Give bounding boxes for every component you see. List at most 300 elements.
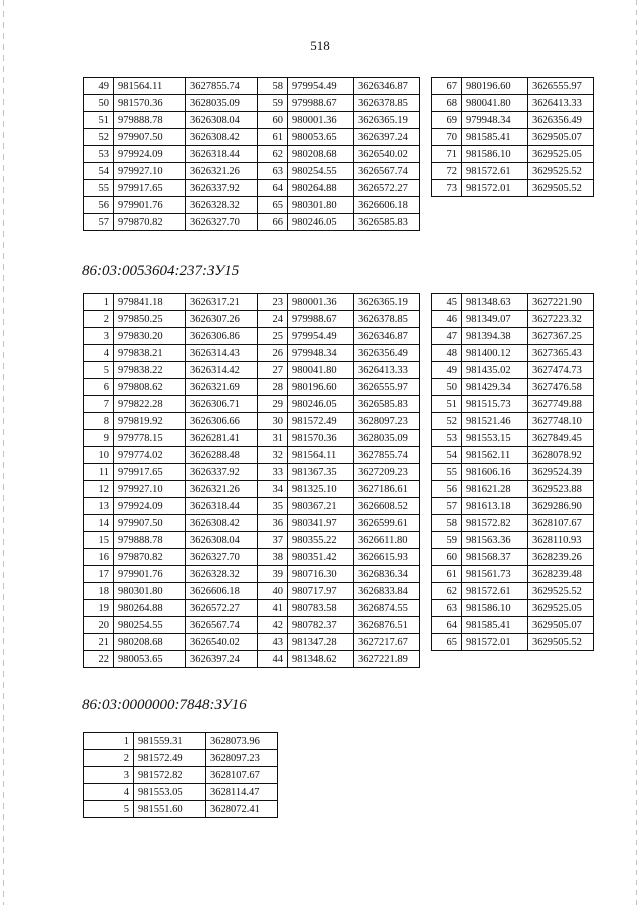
table-row: [258, 515, 420, 532]
y-coordinate-cell: 3626413.33: [528, 95, 594, 112]
table-row: [258, 146, 420, 163]
y-coordinate-cell: 3626308.42: [186, 515, 258, 532]
point-number-cell: 68: [432, 95, 462, 112]
point-number-cell: 19: [84, 600, 114, 617]
coordinate-table: [83, 293, 258, 668]
y-coordinate-cell: 3626599.61: [354, 515, 420, 532]
x-coordinate-cell: 979907.50: [114, 515, 186, 532]
y-coordinate-cell: 3627748.10: [528, 413, 594, 430]
x-coordinate-cell: 981572.82: [134, 767, 206, 784]
table-row: [258, 78, 420, 95]
x-coordinate-cell: 981562.11: [462, 447, 528, 464]
point-number-cell: 44: [258, 651, 288, 668]
table-row: [432, 78, 594, 95]
x-coordinate-cell: 981348.63: [462, 294, 528, 311]
table-row: [84, 311, 258, 328]
table-row: [258, 95, 420, 112]
table-row: [84, 549, 258, 566]
point-number-cell: 64: [258, 180, 288, 197]
y-coordinate-cell: 3626356.49: [354, 345, 420, 362]
y-coordinate-cell: 3627223.32: [528, 311, 594, 328]
y-coordinate-cell: 3626281.41: [186, 430, 258, 447]
x-coordinate-cell: 981515.73: [462, 396, 528, 413]
x-coordinate-cell: 981621.28: [462, 481, 528, 498]
y-coordinate-cell: 3626585.83: [354, 396, 420, 413]
point-number-cell: 66: [258, 214, 288, 231]
y-coordinate-cell: 3626346.87: [354, 78, 420, 95]
y-coordinate-cell: 3628097.23: [354, 413, 420, 430]
y-coordinate-cell: 3626365.19: [354, 294, 420, 311]
y-coordinate-cell: 3628110.93: [528, 532, 594, 549]
y-coordinate-cell: 3626567.74: [354, 163, 420, 180]
coordinate-table: [431, 77, 594, 197]
table-row: [258, 129, 420, 146]
x-coordinate-cell: 979948.34: [462, 112, 528, 129]
point-number-cell: 5: [84, 801, 134, 818]
point-number-cell: 4: [84, 784, 134, 801]
y-coordinate-cell: 3629505.07: [528, 617, 594, 634]
table-row: [84, 430, 258, 447]
y-coordinate-cell: 3628035.09: [186, 95, 258, 112]
x-coordinate-cell: 980053.65: [114, 651, 186, 668]
table-row: [84, 379, 258, 396]
point-number-cell: 71: [432, 146, 462, 163]
y-coordinate-cell: 3626306.66: [186, 413, 258, 430]
y-coordinate-cell: 3626337.92: [186, 464, 258, 481]
x-coordinate-cell: 981606.16: [462, 464, 528, 481]
y-coordinate-cell: 3626346.87: [354, 328, 420, 345]
y-coordinate-cell: 3627855.74: [186, 78, 258, 95]
table-row: [258, 112, 420, 129]
point-number-cell: 65: [432, 634, 462, 651]
y-coordinate-cell: 3626317.21: [186, 294, 258, 311]
point-number-cell: 1: [84, 294, 114, 311]
x-coordinate-cell: 981553.05: [134, 784, 206, 801]
table-row: [84, 328, 258, 345]
y-coordinate-cell: 3627217.67: [354, 634, 420, 651]
y-coordinate-cell: 3629505.52: [528, 180, 594, 197]
table-row: [432, 617, 594, 634]
y-coordinate-cell: 3628078.92: [528, 447, 594, 464]
x-coordinate-cell: 980208.68: [288, 146, 354, 163]
x-coordinate-cell: 979850.25: [114, 311, 186, 328]
y-coordinate-cell: 3626555.97: [354, 379, 420, 396]
y-coordinate-cell: 3626328.32: [186, 197, 258, 214]
y-coordinate-cell: 3626833.84: [354, 583, 420, 600]
table-row: [432, 447, 594, 464]
x-coordinate-cell: 981572.49: [134, 750, 206, 767]
x-coordinate-cell: 981572.01: [462, 634, 528, 651]
y-coordinate-cell: 3626615.93: [354, 549, 420, 566]
page-number: 518: [310, 38, 330, 53]
x-coordinate-cell: 981347.28: [288, 634, 354, 651]
x-coordinate-cell: 980264.88: [288, 180, 354, 197]
x-coordinate-cell: 979988.67: [288, 311, 354, 328]
point-number-cell: 24: [258, 311, 288, 328]
table-row: [258, 294, 420, 311]
point-number-cell: 47: [432, 328, 462, 345]
x-coordinate-cell: 981572.61: [462, 163, 528, 180]
point-number-cell: 21: [84, 634, 114, 651]
point-number-cell: 72: [432, 163, 462, 180]
x-coordinate-cell: 979888.78: [114, 112, 186, 129]
table-row: [258, 163, 420, 180]
x-coordinate-cell: 980264.88: [114, 600, 186, 617]
y-coordinate-cell: 3626611.80: [354, 532, 420, 549]
x-coordinate-cell: 980196.60: [462, 78, 528, 95]
table-row: [84, 583, 258, 600]
table-row: [258, 447, 420, 464]
x-coordinate-cell: 979870.82: [114, 549, 186, 566]
x-coordinate-cell: 981568.37: [462, 549, 528, 566]
point-number-cell: 57: [432, 498, 462, 515]
point-number-cell: 41: [258, 600, 288, 617]
point-number-cell: 59: [258, 95, 288, 112]
table-row: [84, 651, 258, 668]
x-coordinate-cell: 981521.46: [462, 413, 528, 430]
x-coordinate-cell: 981325.10: [288, 481, 354, 498]
point-number-cell: 51: [84, 112, 114, 129]
x-coordinate-cell: 981613.18: [462, 498, 528, 515]
y-coordinate-cell: 3626337.92: [186, 180, 258, 197]
y-coordinate-cell: 3628073.96: [206, 733, 278, 750]
table-row: [84, 180, 258, 197]
table-row: [432, 600, 594, 617]
point-number-cell: 64: [432, 617, 462, 634]
table-row: [84, 617, 258, 634]
table-row: [84, 345, 258, 362]
x-coordinate-cell: 979954.49: [288, 78, 354, 95]
x-coordinate-cell: 981367.35: [288, 464, 354, 481]
table-row: [258, 464, 420, 481]
table-row: [84, 515, 258, 532]
x-coordinate-cell: 980041.80: [288, 362, 354, 379]
y-coordinate-cell: 3626836.34: [354, 566, 420, 583]
x-coordinate-cell: 981429.34: [462, 379, 528, 396]
y-coordinate-cell: 3627365.43: [528, 345, 594, 362]
point-number-cell: 20: [84, 617, 114, 634]
x-coordinate-cell: 980301.80: [288, 197, 354, 214]
x-coordinate-cell: 981348.62: [288, 651, 354, 668]
y-coordinate-cell: 3629286.90: [528, 498, 594, 515]
point-number-cell: 61: [432, 566, 462, 583]
y-coordinate-cell: 3626413.33: [354, 362, 420, 379]
table-row: [432, 566, 594, 583]
x-coordinate-cell: 981435.02: [462, 362, 528, 379]
point-number-cell: 36: [258, 515, 288, 532]
point-number-cell: 18: [84, 583, 114, 600]
table-row: [84, 163, 258, 180]
table-row: [84, 600, 258, 617]
table-row: [84, 566, 258, 583]
y-coordinate-cell: 3626308.42: [186, 129, 258, 146]
y-coordinate-cell: 3626308.04: [186, 112, 258, 129]
table-row: [84, 95, 258, 112]
point-number-cell: 33: [258, 464, 288, 481]
table-row: [258, 413, 420, 430]
table-row: [432, 498, 594, 515]
point-number-cell: 62: [258, 146, 288, 163]
y-coordinate-cell: 3628035.09: [354, 430, 420, 447]
table-row: [84, 447, 258, 464]
point-number-cell: 8: [84, 413, 114, 430]
y-coordinate-cell: 3627221.89: [354, 651, 420, 668]
table-row: [432, 328, 594, 345]
x-coordinate-cell: 979778.15: [114, 430, 186, 447]
x-coordinate-cell: 981564.11: [114, 78, 186, 95]
x-coordinate-cell: 979838.22: [114, 362, 186, 379]
x-coordinate-cell: 981586.10: [462, 600, 528, 617]
point-number-cell: 35: [258, 498, 288, 515]
point-number-cell: 3: [84, 767, 134, 784]
table-row: [84, 112, 258, 129]
y-coordinate-cell: 3626606.18: [186, 583, 258, 600]
x-coordinate-cell: 979917.65: [114, 180, 186, 197]
point-number-cell: 12: [84, 481, 114, 498]
y-coordinate-cell: 3627186.61: [354, 481, 420, 498]
table-row: [84, 767, 278, 784]
x-coordinate-cell: 979948.34: [288, 345, 354, 362]
table-row: [432, 379, 594, 396]
x-coordinate-cell: 979901.76: [114, 197, 186, 214]
y-coordinate-cell: 3626540.02: [186, 634, 258, 651]
point-number-cell: 60: [432, 549, 462, 566]
x-coordinate-cell: 979927.10: [114, 481, 186, 498]
y-coordinate-cell: 3628114.47: [206, 784, 278, 801]
point-number-cell: 9: [84, 430, 114, 447]
table-row: [432, 345, 594, 362]
table-row: [432, 95, 594, 112]
table-row: [258, 328, 420, 345]
y-coordinate-cell: 3626555.97: [528, 78, 594, 95]
point-number-cell: 11: [84, 464, 114, 481]
x-coordinate-cell: 980001.36: [288, 112, 354, 129]
y-coordinate-cell: 3626378.85: [354, 95, 420, 112]
point-number-cell: 27: [258, 362, 288, 379]
y-coordinate-cell: 3628239.26: [528, 549, 594, 566]
x-coordinate-cell: 979907.50: [114, 129, 186, 146]
y-coordinate-cell: 3627849.45: [528, 430, 594, 447]
y-coordinate-cell: 3626874.55: [354, 600, 420, 617]
table-row: [258, 532, 420, 549]
x-coordinate-cell: 980301.80: [114, 583, 186, 600]
y-coordinate-cell: 3627221.90: [528, 294, 594, 311]
x-coordinate-cell: 979924.09: [114, 498, 186, 515]
point-number-cell: 58: [258, 78, 288, 95]
point-number-cell: 55: [432, 464, 462, 481]
point-number-cell: 52: [84, 129, 114, 146]
point-number-cell: 32: [258, 447, 288, 464]
coordinate-table: [257, 293, 420, 668]
y-coordinate-cell: 3626397.24: [186, 651, 258, 668]
y-coordinate-cell: 3629525.52: [528, 163, 594, 180]
table-row: [258, 600, 420, 617]
table-row: [84, 801, 278, 818]
point-number-cell: 2: [84, 750, 134, 767]
x-coordinate-cell: 981585.41: [462, 617, 528, 634]
x-coordinate-cell: 979774.02: [114, 447, 186, 464]
point-number-cell: 10: [84, 447, 114, 464]
y-coordinate-cell: 3627367.25: [528, 328, 594, 345]
point-number-cell: 7: [84, 396, 114, 413]
x-coordinate-cell: 981349.07: [462, 311, 528, 328]
point-number-cell: 16: [84, 549, 114, 566]
point-number-cell: 39: [258, 566, 288, 583]
y-coordinate-cell: 3626288.48: [186, 447, 258, 464]
x-coordinate-cell: 981585.41: [462, 129, 528, 146]
point-number-cell: 43: [258, 634, 288, 651]
point-number-cell: 2: [84, 311, 114, 328]
table-row: [432, 549, 594, 566]
x-coordinate-cell: 980196.60: [288, 379, 354, 396]
point-number-cell: 56: [432, 481, 462, 498]
x-coordinate-cell: 979838.21: [114, 345, 186, 362]
point-number-cell: 69: [432, 112, 462, 129]
table-row: [258, 197, 420, 214]
y-coordinate-cell: 3627474.73: [528, 362, 594, 379]
y-coordinate-cell: 3626876.51: [354, 617, 420, 634]
x-coordinate-cell: 980716.30: [288, 566, 354, 583]
y-coordinate-cell: 3626365.19: [354, 112, 420, 129]
table-row: [432, 481, 594, 498]
x-coordinate-cell: 980783.58: [288, 600, 354, 617]
table-row: [258, 379, 420, 396]
point-number-cell: 54: [432, 447, 462, 464]
x-coordinate-cell: 981570.36: [114, 95, 186, 112]
point-number-cell: 58: [432, 515, 462, 532]
table-row: [84, 294, 258, 311]
table-row: [84, 532, 258, 549]
x-coordinate-cell: 981400.12: [462, 345, 528, 362]
table-row: [84, 464, 258, 481]
point-number-cell: 60: [258, 112, 288, 129]
point-number-cell: 51: [432, 396, 462, 413]
x-coordinate-cell: 979927.10: [114, 163, 186, 180]
table-row: [432, 180, 594, 197]
x-coordinate-cell: 979841.18: [114, 294, 186, 311]
x-coordinate-cell: 979954.49: [288, 328, 354, 345]
y-coordinate-cell: 3626378.85: [354, 311, 420, 328]
point-number-cell: 22: [84, 651, 114, 668]
table-row: [432, 294, 594, 311]
x-coordinate-cell: 980367.21: [288, 498, 354, 515]
y-coordinate-cell: 3626606.18: [354, 197, 420, 214]
point-number-cell: 65: [258, 197, 288, 214]
y-coordinate-cell: 3626327.70: [186, 549, 258, 566]
y-coordinate-cell: 3627749.88: [528, 396, 594, 413]
y-coordinate-cell: 3626306.71: [186, 396, 258, 413]
table-row: [84, 634, 258, 651]
x-coordinate-cell: 980041.80: [462, 95, 528, 112]
x-coordinate-cell: 979988.67: [288, 95, 354, 112]
y-coordinate-cell: 3628239.48: [528, 566, 594, 583]
x-coordinate-cell: 981572.49: [288, 413, 354, 430]
y-coordinate-cell: 3629523.88: [528, 481, 594, 498]
point-number-cell: 38: [258, 549, 288, 566]
y-coordinate-cell: 3629524.39: [528, 464, 594, 481]
table-row: [258, 362, 420, 379]
x-coordinate-cell: 980254.55: [114, 617, 186, 634]
x-coordinate-cell: 979917.65: [114, 464, 186, 481]
point-number-cell: 67: [432, 78, 462, 95]
x-coordinate-cell: 980208.68: [114, 634, 186, 651]
table-row: [258, 651, 420, 668]
y-coordinate-cell: 3626328.32: [186, 566, 258, 583]
table-row: [258, 566, 420, 583]
x-coordinate-cell: 981551.60: [134, 801, 206, 818]
table-row: [84, 146, 258, 163]
table-row: [84, 396, 258, 413]
table-row: [258, 634, 420, 651]
y-coordinate-cell: 3626585.83: [354, 214, 420, 231]
x-coordinate-cell: 981572.61: [462, 583, 528, 600]
point-number-cell: 29: [258, 396, 288, 413]
y-coordinate-cell: 3626567.74: [186, 617, 258, 634]
point-number-cell: 48: [432, 345, 462, 362]
table-row: [432, 311, 594, 328]
y-coordinate-cell: 3626308.04: [186, 532, 258, 549]
table-row: [84, 214, 258, 231]
table-row: [432, 129, 594, 146]
point-number-cell: 50: [432, 379, 462, 396]
point-number-cell: 3: [84, 328, 114, 345]
x-coordinate-cell: 979830.20: [114, 328, 186, 345]
y-coordinate-cell: 3626321.26: [186, 163, 258, 180]
x-coordinate-cell: 980351.42: [288, 549, 354, 566]
y-coordinate-cell: 3626608.52: [354, 498, 420, 515]
table-row: [84, 78, 258, 95]
table-row: [432, 634, 594, 651]
y-coordinate-cell: 3629505.52: [528, 634, 594, 651]
y-coordinate-cell: 3628107.67: [206, 767, 278, 784]
x-coordinate-cell: 979808.62: [114, 379, 186, 396]
x-coordinate-cell: 979870.82: [114, 214, 186, 231]
y-coordinate-cell: 3626540.02: [354, 146, 420, 163]
x-coordinate-cell: 979819.92: [114, 413, 186, 430]
point-number-cell: 59: [432, 532, 462, 549]
table-row: [432, 163, 594, 180]
x-coordinate-cell: 980782.37: [288, 617, 354, 634]
x-coordinate-cell: 980053.65: [288, 129, 354, 146]
x-coordinate-cell: 981563.36: [462, 532, 528, 549]
point-number-cell: 57: [84, 214, 114, 231]
table-row: [258, 396, 420, 413]
y-coordinate-cell: 3626314.42: [186, 362, 258, 379]
point-number-cell: 31: [258, 430, 288, 447]
coordinate-table: [257, 77, 420, 231]
point-number-cell: 23: [258, 294, 288, 311]
y-coordinate-cell: 3627209.23: [354, 464, 420, 481]
table-row: [432, 515, 594, 532]
x-coordinate-cell: 979901.76: [114, 566, 186, 583]
table-row: [84, 733, 278, 750]
coordinate-table: [83, 77, 258, 231]
point-number-cell: 53: [84, 146, 114, 163]
coordinate-table: [431, 293, 594, 651]
table-row: [258, 430, 420, 447]
y-coordinate-cell: 3626572.27: [354, 180, 420, 197]
x-coordinate-cell: 980341.97: [288, 515, 354, 532]
y-coordinate-cell: 3627476.58: [528, 379, 594, 396]
x-coordinate-cell: 980246.05: [288, 214, 354, 231]
y-coordinate-cell: 3628107.67: [528, 515, 594, 532]
point-number-cell: 37: [258, 532, 288, 549]
point-number-cell: 25: [258, 328, 288, 345]
point-number-cell: 30: [258, 413, 288, 430]
point-number-cell: 34: [258, 481, 288, 498]
point-number-cell: 49: [432, 362, 462, 379]
point-number-cell: 5: [84, 362, 114, 379]
